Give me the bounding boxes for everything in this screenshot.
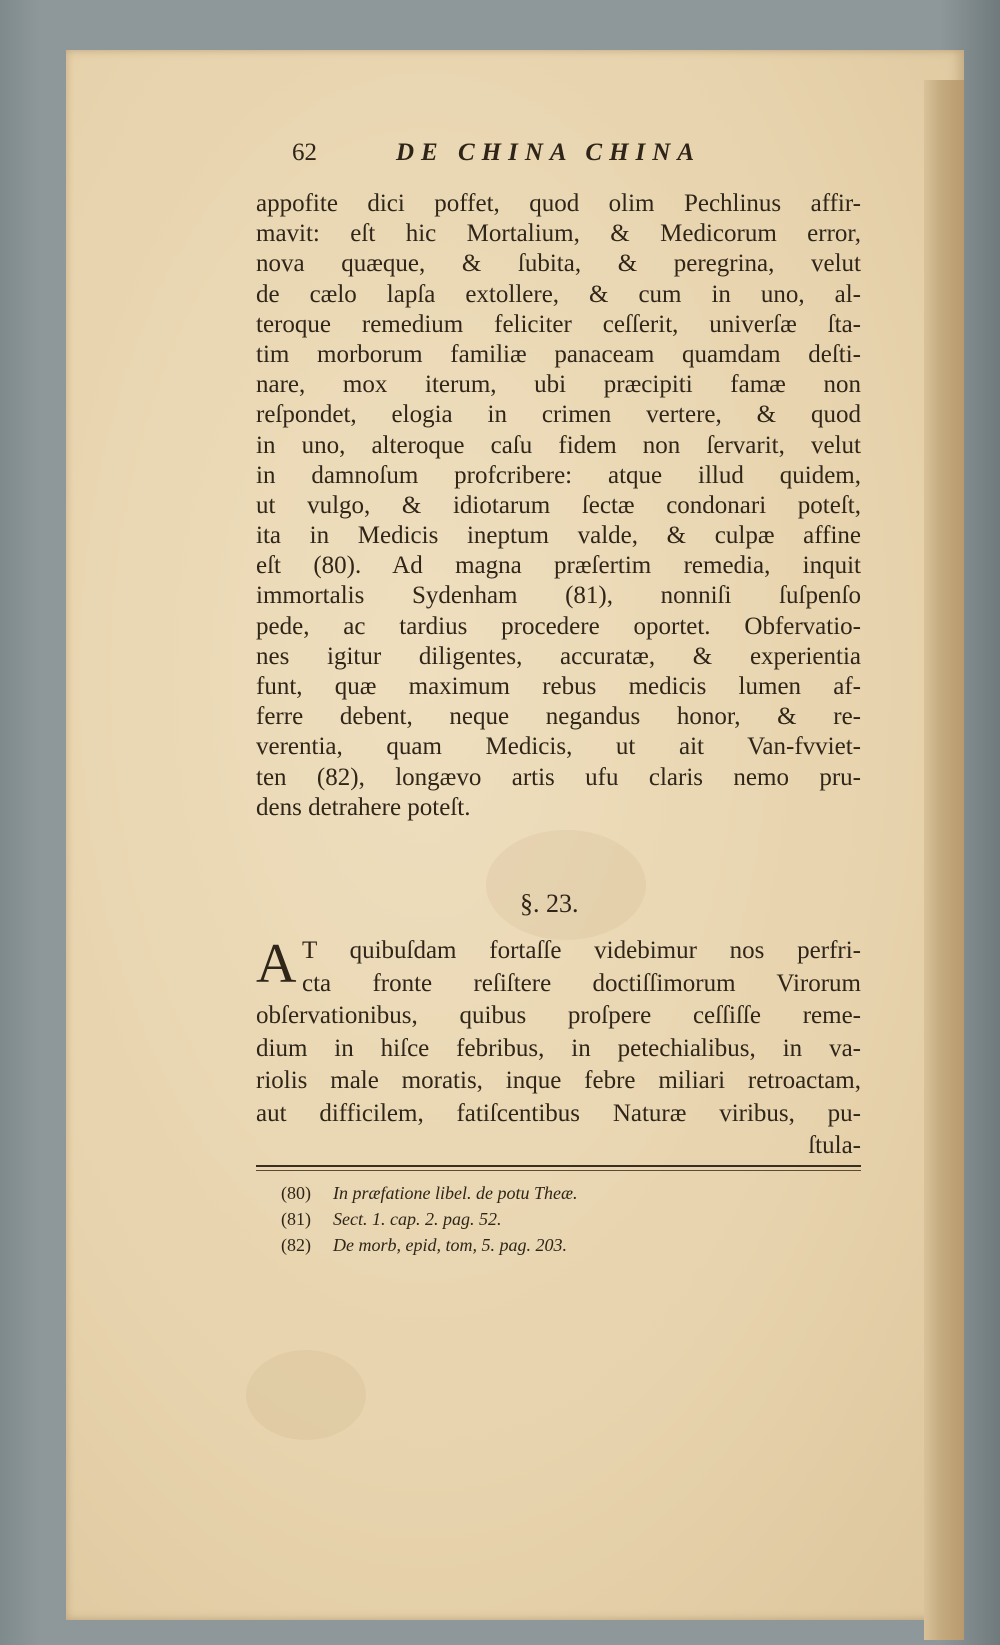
section-paragraph bbox=[256, 935, 861, 1163]
running-title: DE CHINA CHINA bbox=[396, 139, 702, 166]
text-line: dens detrahere poteſt. bbox=[256, 793, 471, 821]
text-line: appofite dici poffet, quod olim Pechlinus affir- bbox=[256, 190, 861, 217]
text-line: T quibuſdam fortaſſe videbimur nos perfri- bbox=[302, 937, 861, 964]
text-line: dium in hiſce febribus, in petechialibus, in va- bbox=[256, 1034, 861, 1062]
footnote bbox=[281, 1206, 841, 1232]
body-paragraph bbox=[256, 189, 861, 823]
paper-stain bbox=[246, 1350, 366, 1440]
text-line: riolis male moratis, inque febre miliari retroactam, bbox=[256, 1067, 861, 1094]
text-line: immortalis Sydenham (81), nonniſi ſuſpenſo bbox=[256, 582, 861, 610]
text-line: obſervationibus, quibus proſpere ceſſiſſe reme- bbox=[256, 1002, 861, 1029]
page-edge bbox=[924, 80, 964, 1640]
text-line: aut difficilem, fatiſcentibus Naturæ viribus, pu- bbox=[256, 1099, 861, 1127]
running-header bbox=[292, 139, 752, 179]
text-line: funt, quæ maximum rebus medicis lumen af- bbox=[256, 673, 861, 700]
text-line: teroque remedium feliciter ceſſerit, univerſæ ſta- bbox=[256, 310, 861, 338]
footnote-text: In præfatione libel. de potu Theæ. bbox=[333, 1183, 578, 1203]
text-line: in damnoſum profcribere: atque illud quidem, bbox=[256, 461, 861, 489]
text-line: in uno, alteroque caſu fidem non ſervarit, velut bbox=[256, 431, 861, 459]
footnote-rule bbox=[256, 1165, 861, 1167]
drop-capital: A bbox=[256, 933, 297, 995]
footnote-number: (81) bbox=[281, 1209, 311, 1229]
text-line: ita in Medicis ineptum valde, & culpæ affine bbox=[256, 522, 861, 550]
footnote-number: (82) bbox=[281, 1235, 311, 1255]
text-line: ut vulgo, & idiotarum ſectæ condonari poteſt, bbox=[256, 491, 861, 519]
text-line: nare, mox iterum, ubi præcipiti famæ non bbox=[256, 371, 861, 399]
text-line: verentia, quam Medicis, ut ait Van-fvviet- bbox=[256, 733, 861, 761]
footnote-text: De morb, epid, tom, 5. pag. 203. bbox=[333, 1235, 567, 1255]
text-line: pede, ac tardius procedere oportet. Obfervatio- bbox=[256, 612, 861, 640]
text-line: nes igitur diligentes, accuratæ, & experientia bbox=[256, 642, 861, 670]
catchword: ſtula- bbox=[808, 1132, 861, 1159]
section-heading: §. 23. bbox=[520, 889, 579, 918]
footnote-rule-thin bbox=[256, 1170, 861, 1171]
paper-stain bbox=[486, 830, 646, 940]
text-line: ten (82), longævo artis ufu claris nemo pru- bbox=[256, 763, 861, 791]
footnote bbox=[281, 1232, 841, 1258]
text-line: cta fronte reſiſtere doctiſſimorum Virorum bbox=[302, 969, 861, 997]
text-line: de cælo lapſa extollere, & cum in uno, al- bbox=[256, 280, 861, 308]
text-line: reſpondet, elogia in crimen vertere, & quod bbox=[256, 401, 861, 429]
text-line: tim morborum familiæ panaceam quamdam deſti- bbox=[256, 340, 861, 368]
text-line: mavit: eſt hic Mortalium, & Medicorum error, bbox=[256, 220, 861, 248]
text-line: nova quæque, & ſubita, & peregrina, velut bbox=[256, 250, 861, 278]
text-line: eſt (80). Ad magna præſertim remedia, inquit bbox=[256, 552, 861, 580]
page-number: 62 bbox=[292, 139, 317, 166]
footnote-number: (80) bbox=[281, 1183, 311, 1203]
text-line: ferre debent, neque negandus honor, & re- bbox=[256, 703, 861, 731]
footnote-text: Sect. 1. cap. 2. pag. 52. bbox=[333, 1209, 502, 1229]
footnotes bbox=[281, 1180, 841, 1258]
footnote bbox=[281, 1180, 841, 1206]
